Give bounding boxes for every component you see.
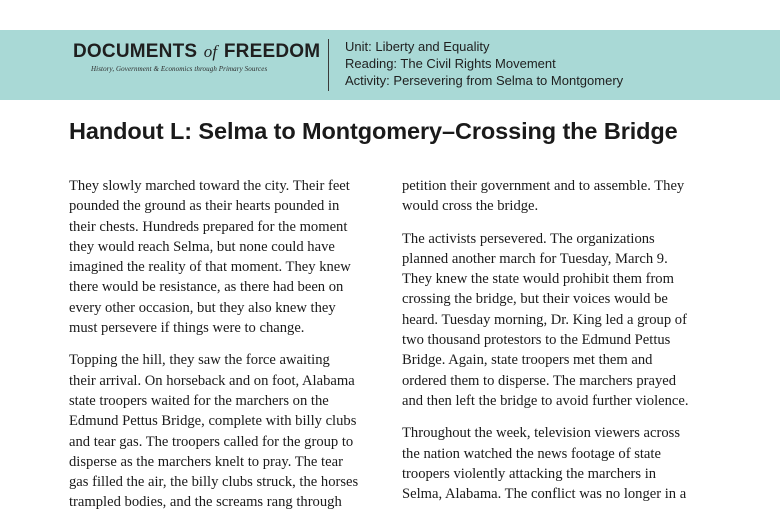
- left-paragraph-2: [69, 350, 379, 512]
- text-line: They knew the state would prohibit them from: [402, 271, 674, 288]
- text-line: ordered them to disperse. The marchers prayed: [402, 372, 677, 389]
- text-line: trampled bodies, and the screams rang through: [69, 494, 342, 511]
- logo-title-left: DOCUMENTS: [73, 41, 198, 62]
- text-line: troopers violently attacking the marchers in: [402, 465, 657, 482]
- documents-of-freedom-logo: [73, 41, 321, 73]
- text-line: would cross the bridge.: [402, 198, 539, 215]
- text-line: The activists persevered. The organizations: [402, 230, 655, 247]
- unit-label: Unit: Liberty and Equality: [345, 39, 490, 54]
- text-line: and tear gas. The troopers called for the group to: [69, 433, 354, 450]
- left-column: [69, 176, 379, 525]
- text-line: disperse as the marchers knelt to pray. The tear: [69, 453, 343, 470]
- handout-meta: [345, 38, 623, 89]
- text-line: every other occasion, but they also knew they: [69, 299, 336, 316]
- text-line: they would reach Selma, but none could have: [69, 238, 335, 255]
- text-line: Bridge. Again, state troopers met them and: [402, 352, 653, 369]
- header-banner: [0, 30, 780, 100]
- text-line: planned another march for Tuesday, March 9.: [402, 250, 668, 267]
- logo-title-of: of: [203, 42, 218, 61]
- text-line: pounded the ground as their hearts pounded in: [69, 198, 340, 215]
- left-paragraph-1: [69, 176, 379, 338]
- logo-title-right: FREEDOM: [223, 41, 321, 62]
- right-paragraph-3: [402, 423, 712, 504]
- text-line: crossing the bridge, but their voices would be: [402, 291, 668, 308]
- right-paragraph-2: [402, 229, 712, 412]
- text-line: must persevere if things were to change.: [69, 320, 305, 337]
- text-line: Throughout the week, television viewers across: [402, 425, 681, 442]
- text-line: state troopers waited for the marchers on the: [69, 392, 329, 409]
- text-line: their arrival. On horseback and on foot, Alabama: [69, 372, 355, 389]
- text-line: the nation watched the news footage of state: [402, 445, 661, 462]
- text-line: They slowly marched toward the city. Their feet: [69, 178, 350, 194]
- text-line: Selma, Alabama. The conflict was no longer in a: [402, 486, 687, 503]
- right-paragraph-1: [402, 176, 712, 217]
- text-line: Edmund Pettus Bridge, complete with billy clubs: [69, 413, 357, 430]
- activity-label: Activity: Persevering from Selma to Montgomery: [345, 73, 624, 88]
- text-line: imagined the reality of that moment. They knew: [69, 259, 351, 276]
- right-column: [402, 176, 712, 516]
- logo-title: [73, 41, 321, 63]
- text-line: gas filled the air, the billy clubs struck, the horses: [69, 474, 359, 491]
- text-line: there would be resistance, as there had been on: [69, 279, 344, 296]
- text-line: two thousand protestors to the Edmund Pettus: [402, 332, 671, 349]
- reading-label: Reading: The Civil Rights Movement: [345, 56, 556, 71]
- handout-title: Handout L: Selma to Montgomery–Crossing the Bridge: [69, 118, 678, 144]
- logo-tagline: History, Government & Economics through Primary Sources: [91, 65, 268, 73]
- text-line: heard. Tuesday morning, Dr. King led a group of: [402, 311, 687, 328]
- text-line: and then left the bridge to avoid further violence.: [402, 392, 689, 409]
- header-divider: [328, 39, 329, 91]
- text-line: their chests. Hundreds prepared for the moment: [69, 218, 348, 235]
- text-line: Topping the hill, they saw the force awaiting: [69, 352, 330, 369]
- text-line: petition their government and to assemble. They: [402, 178, 685, 194]
